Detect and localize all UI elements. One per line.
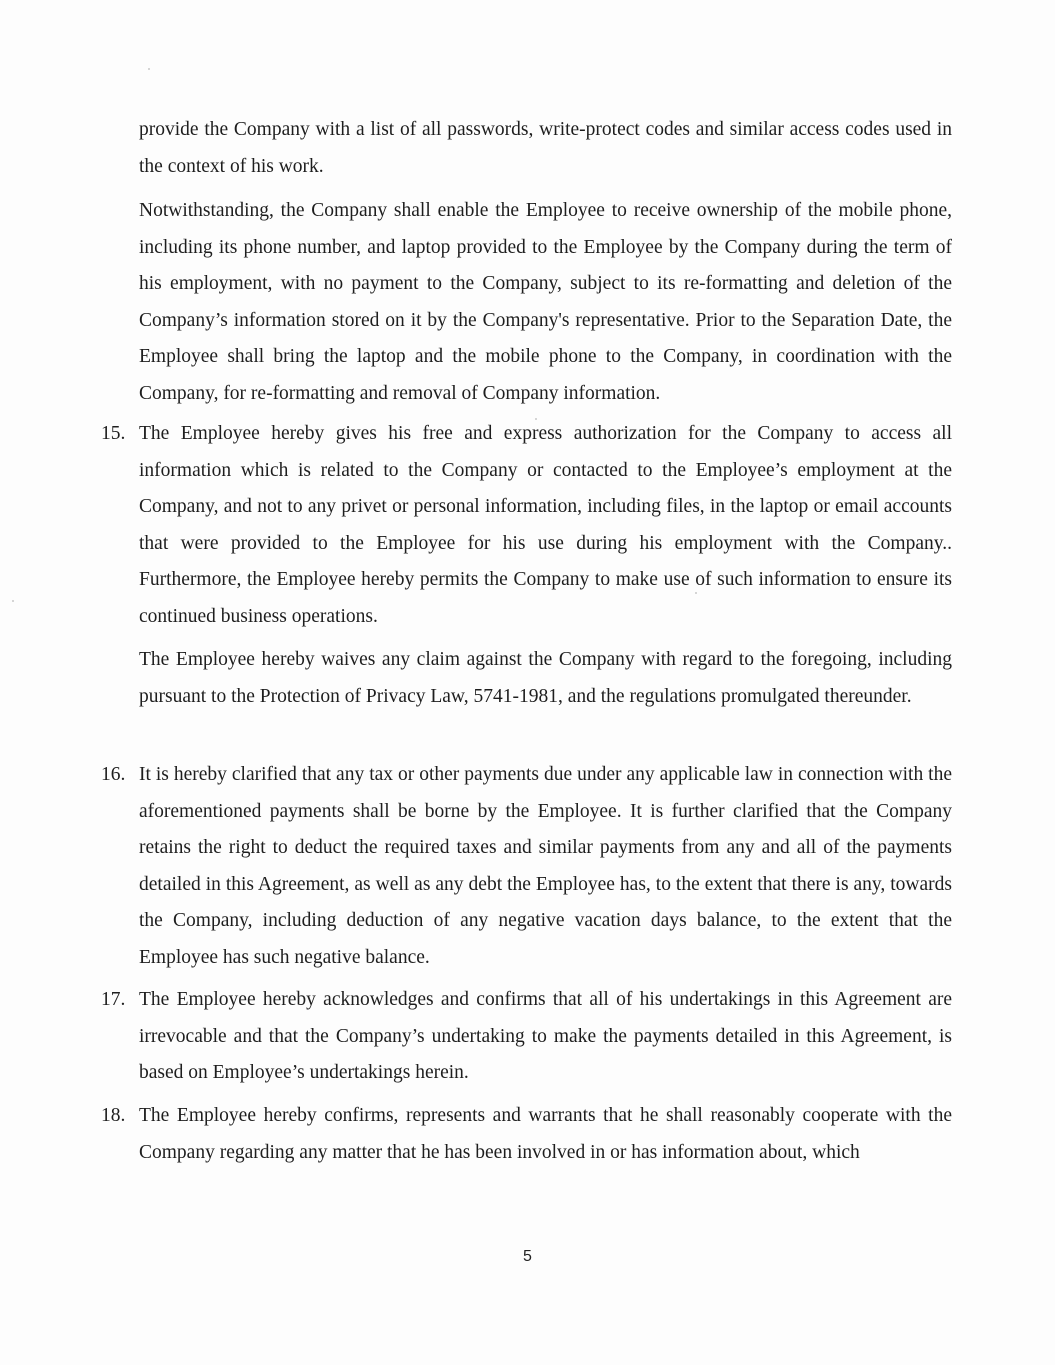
clause-18 bbox=[101, 1098, 952, 1171]
clause-number: 15. bbox=[101, 423, 126, 444]
clause-number: 18. bbox=[101, 1105, 126, 1126]
clause-15-continuation: The Employee hereby waives any claim against the Company with regard to the foregoing, including pursuant to the Protection of Privacy Law, 5741-1981, and the regulations promulgated thereunder. bbox=[139, 649, 952, 707]
clause-15 bbox=[101, 416, 952, 635]
paragraph-device-ownership: Notwithstanding, the Company shall enable the Employee to receive ownership of the mobile phone, including its phone number, and laptop provided to the Employee by the Company during the term of his employment, with no payment to the Company, subject to its re-formatting and deletion of the Company’s information stored on it by the Company's representative. Prior to the Separation Date, the Employee shall bring the laptop and the mobile phone to the Company, in coordination with the Company, for re-formatting and removal of Company information. bbox=[139, 200, 952, 404]
scan-speck bbox=[148, 68, 150, 70]
clause-16 bbox=[101, 757, 952, 976]
clause-text: The Employee hereby gives his free and express authorization for the Company to access all information which is related to the Company or contacted to the Employee’s employment at the Company, and not to any privet or personal information, including files, in the laptop or email accounts that were provided to the Employee for his use during his employment with the Company.. Furthermore, the Employee hereby permits the Company to make use of such information to ensure its continued business operations. bbox=[139, 423, 952, 627]
clause-text: The Employee hereby confirms, represents and warrants that he shall reasonably cooperate with the Company regarding any matter that he has been involved in or has information about, which bbox=[139, 1105, 952, 1163]
scan-speck bbox=[12, 600, 14, 602]
clause-text: The Employee hereby acknowledges and confirms that all of his undertakings in this Agreement are irrevocable and that the Company’s undertaking to make the payments detailed in this Agreement, is based on Employee’s undertakings herein. bbox=[139, 989, 952, 1083]
paragraph-passwords: provide the Company with a list of all passwords, write-protect codes and similar access codes used in the context of his work. bbox=[139, 119, 952, 177]
clause-text: It is hereby clarified that any tax or other payments due under any applicable law in connection with the aforementioned payments shall be borne by the Employee. It is further clarified that the Company retains the right to deduct the required taxes and similar payments from any and all of the payments detailed in this Agreement, as well as any debt the Employee has, to the extent that there is any, towards the Company, including deduction of any negative vacation days balance, to the extent that the Employee has such negative balance. bbox=[139, 764, 952, 968]
clause-17 bbox=[101, 982, 952, 1092]
clause-number: 16. bbox=[101, 764, 126, 785]
clause-number: 17. bbox=[101, 989, 126, 1010]
page-number: 5 bbox=[523, 1248, 532, 1265]
